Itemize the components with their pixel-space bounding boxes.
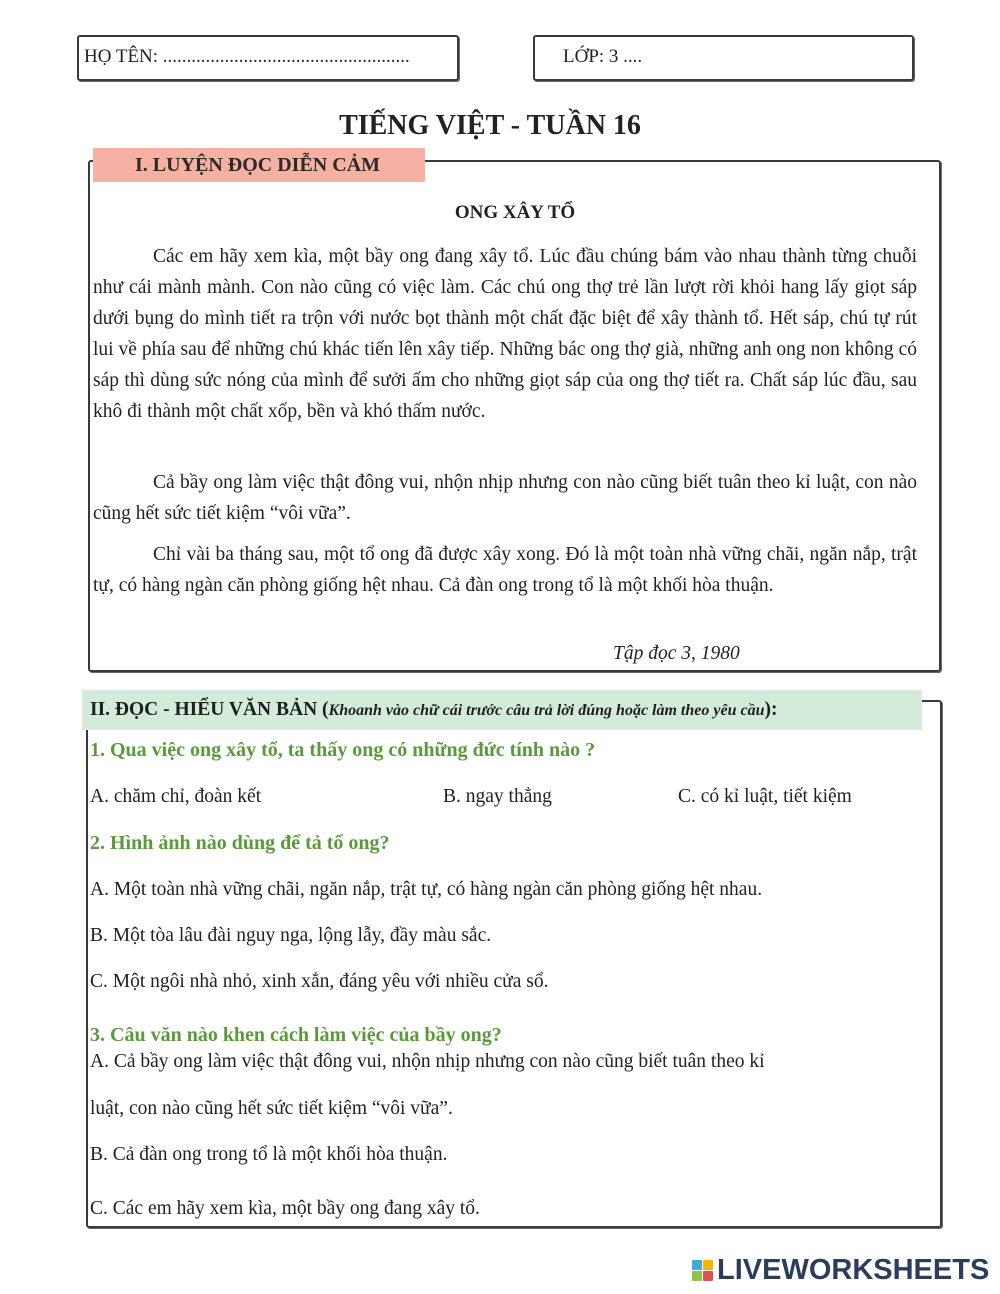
section2-heading-end: ): — [764, 699, 778, 720]
q3-option-b[interactable]: B. Cả đàn ong trong tổ là một khối hòa thuận. — [90, 1144, 448, 1165]
page-title: TIẾNG VIỆT - TUẦN 16 — [339, 110, 641, 141]
section2-heading — [82, 690, 922, 730]
story-paragraph-3: Chỉ vài ba tháng sau, một tổ ong đã được xây xong. Đó là một toàn nhà vững chãi, ngăn nắp, trật tự, có hàng ngàn căn phòng giống hệt nhau. Cả đàn ong trong tổ là một khối hòa thuận. — [93, 544, 917, 596]
story-title: ONG XÂY TỔ — [454, 202, 576, 223]
q2-option-c[interactable]: C. Một ngôi nhà nhỏ, xinh xắn, đáng yêu với nhiều cửa sổ. — [90, 971, 549, 992]
q1-option-a[interactable]: A. chăm chỉ, đoàn kết — [90, 786, 262, 807]
q1-option-c[interactable]: C. có kỉ luật, tiết kiệm — [678, 786, 852, 807]
name-field[interactable]: HỌ TÊN: .................................................... — [84, 46, 410, 67]
story-paragraph-1: Các em hãy xem kìa, một bầy ong đang xây tổ. Lúc đầu chúng bám vào nhau thành từng chuỗi như cái mành mành. Con nào cũng có việc làm. Các chú ong thợ trẻ lần lượt rời khỏi hang lấy giọt sáp dưới bụng do mình tiết ra trộn với nước bọt thành một chất đặc biệt để xây thành tổ. Hết sáp, chú tự rút lui về phía sau để những chú khác tiến lên xây tiếp. Những bác ong thợ già, những anh ong non không có sáp thì dùng sức nóng của mình để sưởi ấm cho những giọt sáp của ong thợ tiết ra. Chất sáp lúc đầu, sau khô đi thành một chất xốp, bền và khó thấm nước. — [93, 246, 917, 422]
section1-heading: I. LUYỆN ĐỌC DIỄN CẢM — [93, 148, 425, 182]
q2-option-a[interactable]: A. Một toàn nhà vững chãi, ngăn nắp, trật tự, có hàng ngàn căn phòng giống hệt nhau. — [90, 879, 763, 900]
question-3: 3. Câu văn nào khen cách làm việc của bầy ong? — [90, 1024, 502, 1046]
logo-text: LIVEWORKSHEETS — [717, 1253, 990, 1286]
q1-option-b[interactable]: B. ngay thẳng — [443, 786, 552, 807]
question-2: 2. Hình ảnh nào dùng để tả tổ ong? — [90, 832, 390, 854]
story-source: Tập đọc 3, 1980 — [613, 643, 740, 664]
q3-option-a[interactable]: A. Cả bầy ong làm việc thật đông vui, nhộn nhịp nhưng con nào cũng biết tuân theo kỉ — [90, 1051, 765, 1072]
q3-option-c[interactable]: C. Các em hãy xem kìa, một bầy ong đang xây tổ. — [90, 1198, 480, 1219]
liveworksheets-logo-icon — [692, 1260, 713, 1281]
section2-instruction: Khoanh vào chữ cái trước câu trả lời đúng hoặc làm theo yêu cầu — [328, 702, 765, 719]
q3-option-a-continued[interactable]: luật, con nào cũng hết sức tiết kiệm “vôi vữa”. — [90, 1098, 453, 1119]
class-field[interactable]: LỚP: 3 .... — [563, 46, 643, 67]
story-paragraph-2: Cả bầy ong làm việc thật đông vui, nhộn nhịp nhưng con nào cũng biết tuân theo kỉ luật, con nào cũng hết sức tiết kiệm “vôi vữa”. — [93, 472, 917, 524]
q2-option-b[interactable]: B. Một tòa lâu đài nguy nga, lộng lẫy, đầy màu sắc. — [90, 925, 492, 946]
liveworksheets-logo[interactable] — [692, 1255, 989, 1285]
question-1: 1. Qua việc ong xây tổ, ta thấy ong có những đức tính nào ? — [90, 739, 596, 761]
section2-heading-text: II. ĐỌC - HIỂU VĂN BẢN ( — [90, 699, 329, 720]
